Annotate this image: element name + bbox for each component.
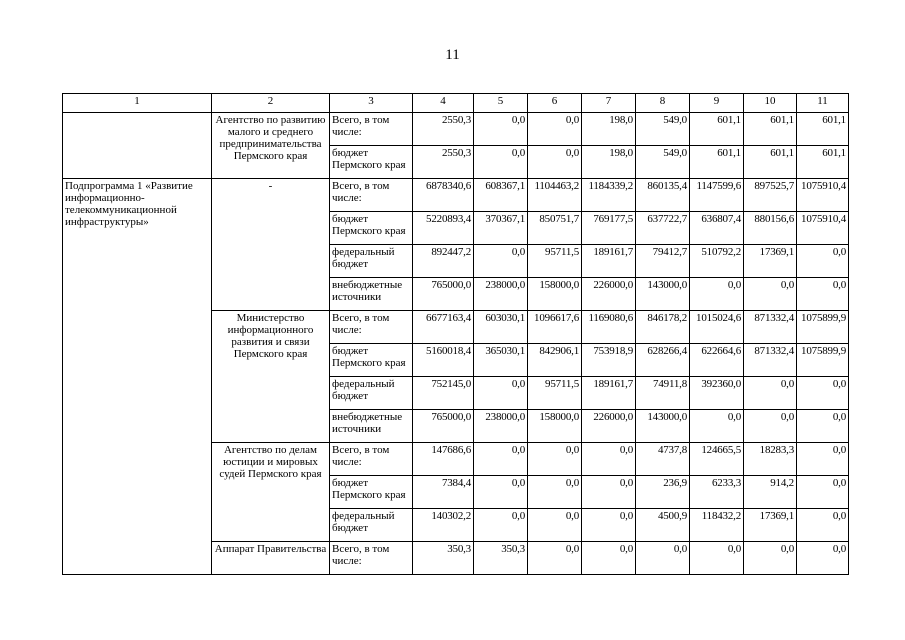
value-cell-col-6: 0,0 <box>528 146 582 179</box>
value-cell-col-4: 140302,2 <box>413 509 474 542</box>
value-cell-col-11: 0,0 <box>797 476 849 509</box>
value-cell-col-4: 2550,3 <box>413 113 474 146</box>
value-cell-col-7: 0,0 <box>582 542 636 575</box>
budget-table <box>62 93 849 575</box>
value-cell-col-9: 6233,3 <box>690 476 744 509</box>
value-cell-col-10: 17369,1 <box>744 245 797 278</box>
value-cell-col-10: 0,0 <box>744 410 797 443</box>
value-cell-col-10: 18283,3 <box>744 443 797 476</box>
value-cell-col-5: 350,3 <box>474 542 528 575</box>
funding-source-cell: внебюджетные источники <box>330 278 413 311</box>
value-cell-col-10: 897525,7 <box>744 179 797 212</box>
value-cell-col-9: 636807,4 <box>690 212 744 245</box>
value-cell-col-11: 0,0 <box>797 410 849 443</box>
value-cell-col-11: 601,1 <box>797 146 849 179</box>
value-cell-col-4: 2550,3 <box>413 146 474 179</box>
value-cell-col-6: 95711,5 <box>528 245 582 278</box>
funding-source-cell: бюджет Пермского края <box>330 476 413 509</box>
value-cell-col-4: 892447,2 <box>413 245 474 278</box>
value-cell-col-4: 5220893,4 <box>413 212 474 245</box>
value-cell-col-8: 860135,4 <box>636 179 690 212</box>
table-row <box>63 179 849 212</box>
value-cell-col-8: 143000,0 <box>636 278 690 311</box>
value-cell-col-10: 17369,1 <box>744 509 797 542</box>
value-cell-col-7: 1184339,2 <box>582 179 636 212</box>
value-cell-col-9: 0,0 <box>690 410 744 443</box>
value-cell-col-10: 0,0 <box>744 278 797 311</box>
executor-cell: Аппарат Правительства <box>212 542 330 575</box>
value-cell-col-10: 871332,4 <box>744 311 797 344</box>
value-cell-col-4: 6677163,4 <box>413 311 474 344</box>
value-cell-col-6: 1104463,2 <box>528 179 582 212</box>
value-cell-col-11: 601,1 <box>797 113 849 146</box>
column-header-9: 9 <box>690 94 744 113</box>
funding-source-cell: федеральный бюджет <box>330 509 413 542</box>
value-cell-col-8: 549,0 <box>636 146 690 179</box>
executor-cell: Агентство по делам юстиции и мировых судей Пермского края <box>212 443 330 542</box>
funding-source-cell: бюджет Пермского края <box>330 212 413 245</box>
value-cell-col-9: 392360,0 <box>690 377 744 410</box>
value-cell-col-7: 1169080,6 <box>582 311 636 344</box>
column-header-5: 5 <box>474 94 528 113</box>
value-cell-col-11: 0,0 <box>797 377 849 410</box>
value-cell-col-7: 198,0 <box>582 113 636 146</box>
value-cell-col-8: 79412,7 <box>636 245 690 278</box>
value-cell-col-4: 5160018,4 <box>413 344 474 377</box>
value-cell-col-7: 0,0 <box>582 509 636 542</box>
value-cell-col-10: 0,0 <box>744 542 797 575</box>
value-cell-col-5: 370367,1 <box>474 212 528 245</box>
value-cell-col-6: 0,0 <box>528 509 582 542</box>
value-cell-col-8: 4500,9 <box>636 509 690 542</box>
value-cell-col-8: 637722,7 <box>636 212 690 245</box>
column-header-3: 3 <box>330 94 413 113</box>
value-cell-col-8: 74911,8 <box>636 377 690 410</box>
funding-source-cell: бюджет Пермского края <box>330 344 413 377</box>
value-cell-col-9: 601,1 <box>690 146 744 179</box>
value-cell-col-11: 1075899,9 <box>797 344 849 377</box>
value-cell-col-9: 601,1 <box>690 113 744 146</box>
value-cell-col-4: 752145,0 <box>413 377 474 410</box>
value-cell-col-8: 4737,8 <box>636 443 690 476</box>
funding-source-cell: федеральный бюджет <box>330 245 413 278</box>
executor-cell: - <box>212 179 330 311</box>
value-cell-col-6: 0,0 <box>528 443 582 476</box>
value-cell-col-8: 549,0 <box>636 113 690 146</box>
value-cell-col-7: 226000,0 <box>582 410 636 443</box>
executor-cell: Министерство информационного развития и связи Пермского края <box>212 311 330 443</box>
column-number-row <box>63 94 849 113</box>
funding-source-cell: федеральный бюджет <box>330 377 413 410</box>
column-header-10: 10 <box>744 94 797 113</box>
value-cell-col-5: 0,0 <box>474 146 528 179</box>
value-cell-col-6: 1096617,6 <box>528 311 582 344</box>
value-cell-col-7: 189161,7 <box>582 245 636 278</box>
column-header-6: 6 <box>528 94 582 113</box>
column-header-2: 2 <box>212 94 330 113</box>
value-cell-col-7: 753918,9 <box>582 344 636 377</box>
value-cell-col-4: 765000,0 <box>413 278 474 311</box>
table-header <box>63 94 849 113</box>
value-cell-col-5: 0,0 <box>474 377 528 410</box>
value-cell-col-9: 124665,5 <box>690 443 744 476</box>
table-row <box>63 113 849 146</box>
funding-source-cell: Всего, в том числе: <box>330 542 413 575</box>
value-cell-col-5: 0,0 <box>474 245 528 278</box>
value-cell-col-4: 147686,6 <box>413 443 474 476</box>
value-cell-col-6: 850751,7 <box>528 212 582 245</box>
value-cell-col-4: 350,3 <box>413 542 474 575</box>
value-cell-col-7: 226000,0 <box>582 278 636 311</box>
value-cell-col-9: 510792,2 <box>690 245 744 278</box>
table-body <box>63 113 849 575</box>
value-cell-col-5: 0,0 <box>474 113 528 146</box>
value-cell-col-8: 236,9 <box>636 476 690 509</box>
value-cell-col-6: 158000,0 <box>528 278 582 311</box>
value-cell-col-9: 622664,6 <box>690 344 744 377</box>
value-cell-col-5: 365030,1 <box>474 344 528 377</box>
funding-source-cell: бюджет Пермского края <box>330 146 413 179</box>
value-cell-col-9: 0,0 <box>690 278 744 311</box>
value-cell-col-11: 0,0 <box>797 245 849 278</box>
value-cell-col-5: 608367,1 <box>474 179 528 212</box>
page-number: 11 <box>445 47 460 63</box>
value-cell-col-9: 118432,2 <box>690 509 744 542</box>
value-cell-col-11: 0,0 <box>797 542 849 575</box>
executor-cell: Агентство по развитию малого и среднего предпринимательства Пермского края <box>212 113 330 179</box>
value-cell-col-10: 871332,4 <box>744 344 797 377</box>
value-cell-col-9: 0,0 <box>690 542 744 575</box>
value-cell-col-10: 601,1 <box>744 146 797 179</box>
funding-source-cell: Всего, в том числе: <box>330 443 413 476</box>
value-cell-col-9: 1015024,6 <box>690 311 744 344</box>
value-cell-col-5: 603030,1 <box>474 311 528 344</box>
column-header-8: 8 <box>636 94 690 113</box>
value-cell-col-11: 0,0 <box>797 443 849 476</box>
value-cell-col-7: 0,0 <box>582 476 636 509</box>
value-cell-col-11: 0,0 <box>797 509 849 542</box>
value-cell-col-11: 1075910,4 <box>797 179 849 212</box>
value-cell-col-7: 0,0 <box>582 443 636 476</box>
value-cell-col-11: 1075910,4 <box>797 212 849 245</box>
value-cell-col-8: 143000,0 <box>636 410 690 443</box>
value-cell-col-5: 0,0 <box>474 443 528 476</box>
column-header-4: 4 <box>413 94 474 113</box>
value-cell-col-6: 0,0 <box>528 542 582 575</box>
value-cell-col-5: 0,0 <box>474 509 528 542</box>
value-cell-col-10: 0,0 <box>744 377 797 410</box>
program-cell <box>63 113 212 179</box>
value-cell-col-6: 95711,5 <box>528 377 582 410</box>
value-cell-col-11: 1075899,9 <box>797 311 849 344</box>
value-cell-col-6: 0,0 <box>528 113 582 146</box>
funding-source-cell: Всего, в том числе: <box>330 311 413 344</box>
column-header-7: 7 <box>582 94 636 113</box>
column-header-1: 1 <box>63 94 212 113</box>
program-cell: Подпрограмма 1 «Развитие информационно-телекоммуникационной инфраструктуры» <box>63 179 212 575</box>
value-cell-col-4: 7384,4 <box>413 476 474 509</box>
value-cell-col-10: 601,1 <box>744 113 797 146</box>
funding-source-cell: Всего, в том числе: <box>330 113 413 146</box>
value-cell-col-8: 846178,2 <box>636 311 690 344</box>
value-cell-col-6: 0,0 <box>528 476 582 509</box>
value-cell-col-7: 769177,5 <box>582 212 636 245</box>
value-cell-col-4: 6878340,6 <box>413 179 474 212</box>
value-cell-col-5: 238000,0 <box>474 410 528 443</box>
value-cell-col-10: 880156,6 <box>744 212 797 245</box>
value-cell-col-5: 0,0 <box>474 476 528 509</box>
funding-source-cell: Всего, в том числе: <box>330 179 413 212</box>
value-cell-col-6: 842906,1 <box>528 344 582 377</box>
value-cell-col-5: 238000,0 <box>474 278 528 311</box>
value-cell-col-8: 628266,4 <box>636 344 690 377</box>
value-cell-col-9: 1147599,6 <box>690 179 744 212</box>
value-cell-col-11: 0,0 <box>797 278 849 311</box>
value-cell-col-6: 158000,0 <box>528 410 582 443</box>
column-header-11: 11 <box>797 94 849 113</box>
value-cell-col-4: 765000,0 <box>413 410 474 443</box>
value-cell-col-10: 914,2 <box>744 476 797 509</box>
value-cell-col-7: 198,0 <box>582 146 636 179</box>
value-cell-col-7: 189161,7 <box>582 377 636 410</box>
value-cell-col-8: 0,0 <box>636 542 690 575</box>
funding-source-cell: внебюджетные источники <box>330 410 413 443</box>
